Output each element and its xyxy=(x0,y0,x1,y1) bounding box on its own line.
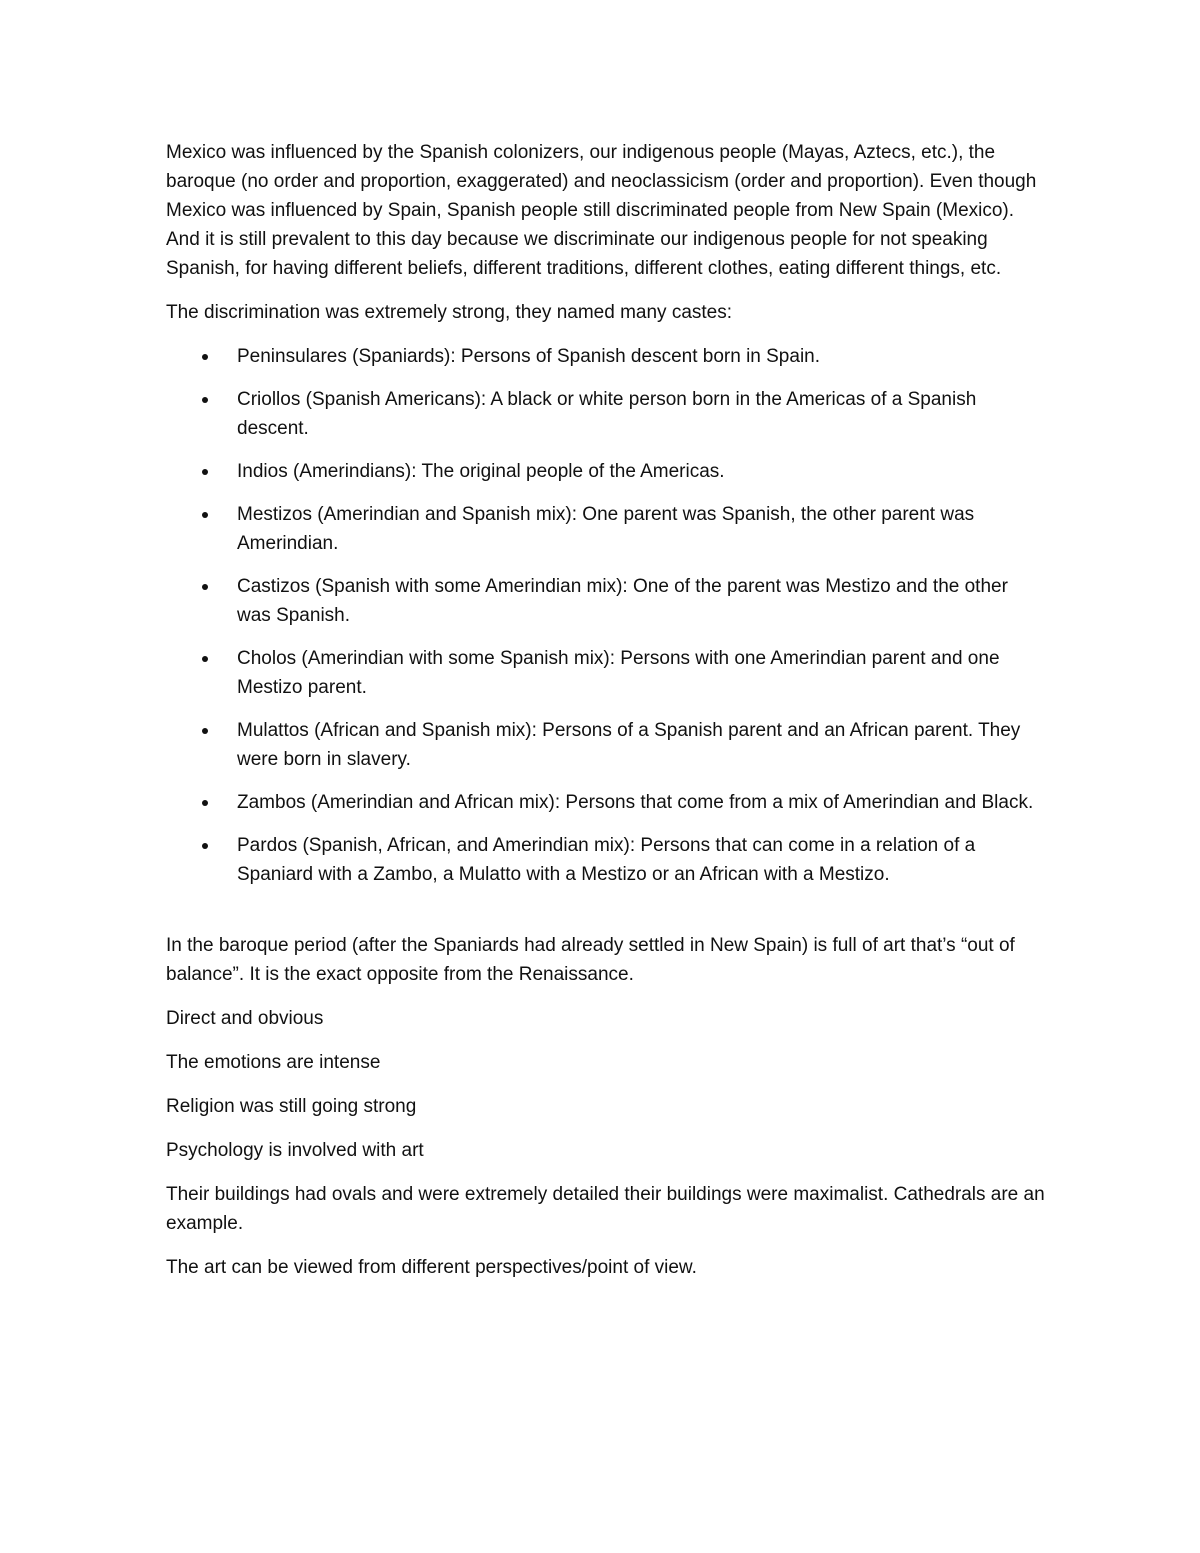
list-item-text: Indios (Amerindians): The original people of the Americas. xyxy=(237,461,725,482)
list-item xyxy=(166,572,1037,630)
castes-list xyxy=(166,342,1046,889)
bullet-icon xyxy=(202,843,208,849)
list-item-text: Cholos (Amerindian with some Spanish mix): Persons with one Amerindian parent and one Mestizo parent. xyxy=(237,648,1000,698)
document-page xyxy=(166,138,1046,1297)
blank-line xyxy=(166,903,1046,931)
list-item-text: Mulattos (African and Spanish mix): Persons of a Spanish parent and an African parent. They were born in slavery. xyxy=(237,720,1021,770)
list-item xyxy=(166,500,1037,558)
list-item-text: Castizos (Spanish with some Amerindian mix): One of the parent was Mestizo and the other was Spanish. xyxy=(237,576,1008,626)
baroque-point: The emotions are intense xyxy=(166,1052,381,1073)
bullet-icon xyxy=(202,354,208,360)
baroque-point: The art can be viewed from different perspectives/point of view. xyxy=(166,1257,697,1278)
bullet-icon xyxy=(202,728,208,734)
list-item xyxy=(166,342,1037,371)
list-item-text: Pardos (Spanish, African, and Amerindian mix): Persons that can come in a relation of a Spaniard with a Zambo, a Mulatto with a Mestizo or an African with a Mestizo. xyxy=(237,835,976,885)
bullet-icon xyxy=(202,397,208,403)
list-item xyxy=(166,385,1037,443)
list-item-text: Criollos (Spanish Americans): A black or white person born in the Americas of a Spanish descent. xyxy=(237,389,977,439)
bullet-icon xyxy=(202,584,208,590)
bullet-icon xyxy=(202,800,208,806)
list-item xyxy=(166,644,1037,702)
baroque-point: Direct and obvious xyxy=(166,1008,324,1029)
list-item xyxy=(166,831,1037,889)
intro-paragraph: Mexico was influenced by the Spanish colonizers, our indigenous people (Mayas, Aztecs, etc.), the baroque (no order and proportion, exaggerated) and neoclassicism (order and proportion). Even though Mexico was influenced by Spain, Spanish people still discriminated people from New Spain (Mexico). And it is still prevalent to this day because we discriminate our indigenous people for not speaking Spanish, for having different beliefs, different traditions, different clothes, eating different things, etc. xyxy=(166,142,1037,279)
list-item xyxy=(166,457,1037,486)
list-item xyxy=(166,716,1037,774)
baroque-point: Their buildings had ovals and were extremely detailed their buildings were maximalist. Cathedrals are an example. xyxy=(166,1184,1045,1234)
baroque-point: Religion was still going strong xyxy=(166,1096,417,1117)
baroque-paragraph: In the baroque period (after the Spaniards had already settled in New Spain) is full of art that’s “out of balance”. It is the exact opposite from the Renaissance. xyxy=(166,935,1015,985)
list-item-text: Zambos (Amerindian and African mix): Persons that come from a mix of Amerindian and Black. xyxy=(237,792,1034,813)
list-item-text: Peninsulares (Spaniards): Persons of Spanish descent born in Spain. xyxy=(237,346,821,367)
bullet-icon xyxy=(202,469,208,475)
bullet-icon xyxy=(202,512,208,518)
baroque-point: Psychology is involved with art xyxy=(166,1140,424,1161)
bullet-icon xyxy=(202,656,208,662)
list-item xyxy=(166,788,1037,817)
castes-intro: The discrimination was extremely strong, they named many castes: xyxy=(166,302,733,323)
list-item-text: Mestizos (Amerindian and Spanish mix): One parent was Spanish, the other parent was Amerindian. xyxy=(237,504,975,554)
